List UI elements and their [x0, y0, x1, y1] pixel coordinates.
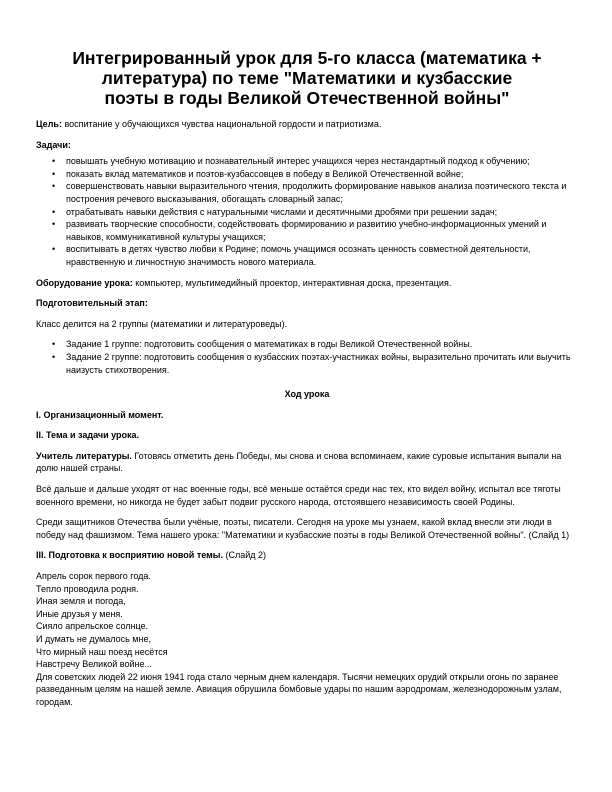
bullet-icon: •	[52, 206, 56, 217]
task-text: совершенствовать навыки выразительного чтения, продолжить формирование навыков анализа поэтического текста и построения речевого высказывания, обогащать словарный запас;	[66, 181, 567, 204]
prep-heading: Подготовительный этап:	[36, 298, 148, 309]
section-1-heading: I. Организационный момент.	[36, 409, 164, 420]
bullet-icon: •	[52, 156, 56, 167]
list-item	[52, 338, 578, 351]
goal-text: воспитание у обучающихся чувства национальной гордости и патриотизма.	[61, 119, 382, 129]
tasks-list	[36, 155, 578, 268]
document-page	[36, 48, 578, 717]
bullet-icon: •	[52, 339, 56, 350]
goal-label: Цель:	[36, 119, 62, 129]
task-text: воспитывать в детях чувство любви к Родине; помочь учащимся осознать ценность совместной деятельности, нравственную и личностную значимость нового материала.	[66, 244, 531, 267]
list-item	[52, 218, 578, 243]
title-line-3: поэты в годы Великой Отечественной войны"	[104, 88, 510, 108]
equipment-text: компьютер, мультимедийный проектор, интерактивная доска, презентация.	[132, 277, 452, 288]
poem-line: Апрель сорок первого года.	[36, 571, 151, 582]
section-3-heading	[36, 549, 578, 562]
document-title	[36, 48, 578, 108]
poem-line: Сияло апрельское солнце.	[36, 621, 149, 632]
poem-line: Навстречу Великой войне...	[36, 659, 152, 670]
list-item	[52, 180, 578, 205]
list-item	[52, 206, 578, 219]
title-line-1: Интегрированный урок для 5-го класса (математика +	[72, 48, 542, 68]
bullet-icon: •	[52, 219, 56, 230]
prep-text: Класс делится на 2 группы (математики и литературоведы).	[36, 318, 288, 329]
list-item	[52, 168, 578, 181]
equipment-label: Оборудование урока:	[36, 277, 133, 288]
paragraph-4: Для советских людей 22 июня 1941 года стало черным днем календаря. Тысячи немецких орудий открыли огонь по заранее разведанным целям на нашей земле. Авиация обрушила бомбовые удары по нашим аэродромам, железнодорожным узлам, городам.	[36, 671, 562, 707]
task-text: отрабатывать навыки действия с натуральными числами и десятичными дробями при решении задач;	[66, 206, 498, 217]
bullet-icon: •	[52, 168, 56, 179]
paragraph-2: Всё дальше и дальше уходят от нас военные годы, всё меньше остаётся среди нас тех, кто видел войну, испытал все тяготы военного времени, но никогда не будет забыт подвиг русского народа, отстоявшего независимость своей Родины.	[36, 484, 561, 507]
section-3-label: III. Подготовка к восприятию новой темы.	[36, 550, 223, 561]
paragraph-3: Среди защитников Отечества были учёные, поэты, писатели. Сегодня на уроке мы узнаем, какой вклад внесли эти люди в победу над фашизмом. Тема нашего урока: "Математики и кузбасские поэты в годы Великой Отечественной войны". (Слайд 1)	[36, 517, 570, 540]
tasks-heading: Задачи:	[36, 139, 71, 150]
teacher-paragraph	[36, 450, 578, 475]
section-2-heading: II. Тема и задачи урока.	[36, 430, 140, 441]
course-heading: Ход урока	[284, 389, 330, 400]
list-item	[52, 155, 578, 168]
bullet-icon: •	[52, 351, 56, 362]
prep-item-text: Задание 1 группе: подготовить сообщения о математиках в годы Великой Отечественной войны.	[66, 339, 473, 350]
poem-line: Тепло проводила родня.	[36, 583, 139, 594]
poem-line: Что мирный наш поезд несётся	[36, 646, 168, 657]
section-3-text: (Слайд 2)	[222, 550, 267, 561]
list-item	[52, 243, 578, 268]
bullet-icon: •	[52, 181, 56, 192]
task-text: развивать творческие способности, содействовать формированию и развитию учебно-информационных умений и навыков, коммуникативной культуры учащихся;	[66, 219, 547, 242]
poem-line: И думать не думалось мне,	[36, 634, 151, 644]
bullet-icon: •	[52, 244, 56, 255]
list-item	[52, 351, 578, 376]
title-line-2: литература) по теме "Математики и кузбасские	[101, 68, 513, 88]
prep-item-text: Задание 2 группе: подготовить сообщения о кузбасских поэтах-участниках войны, выразительно прочитать или выучить наизусть стихотворения.	[66, 351, 571, 375]
prep-list	[36, 338, 578, 376]
poem	[36, 570, 578, 671]
poem-line: Иные друзья у меня.	[36, 608, 123, 619]
poem-line: Иная земля и погода,	[36, 596, 126, 607]
equipment-paragraph	[36, 277, 578, 290]
task-text: показать вклад математиков и поэтов-кузбассовцев в победу в Великой Отечественной войне;	[66, 168, 464, 179]
teacher-text: Готовясь отметить день Победы, мы снова и снова вспоминаем, какие суровые испытания выпали на долю нашей страны.	[36, 450, 562, 474]
goal-paragraph	[36, 118, 578, 131]
teacher-label: Учитель литературы.	[36, 450, 132, 461]
task-text: повышать учебную мотивацию и познавательный интерес учащихся через нестандартный подход к обучению;	[66, 156, 530, 167]
